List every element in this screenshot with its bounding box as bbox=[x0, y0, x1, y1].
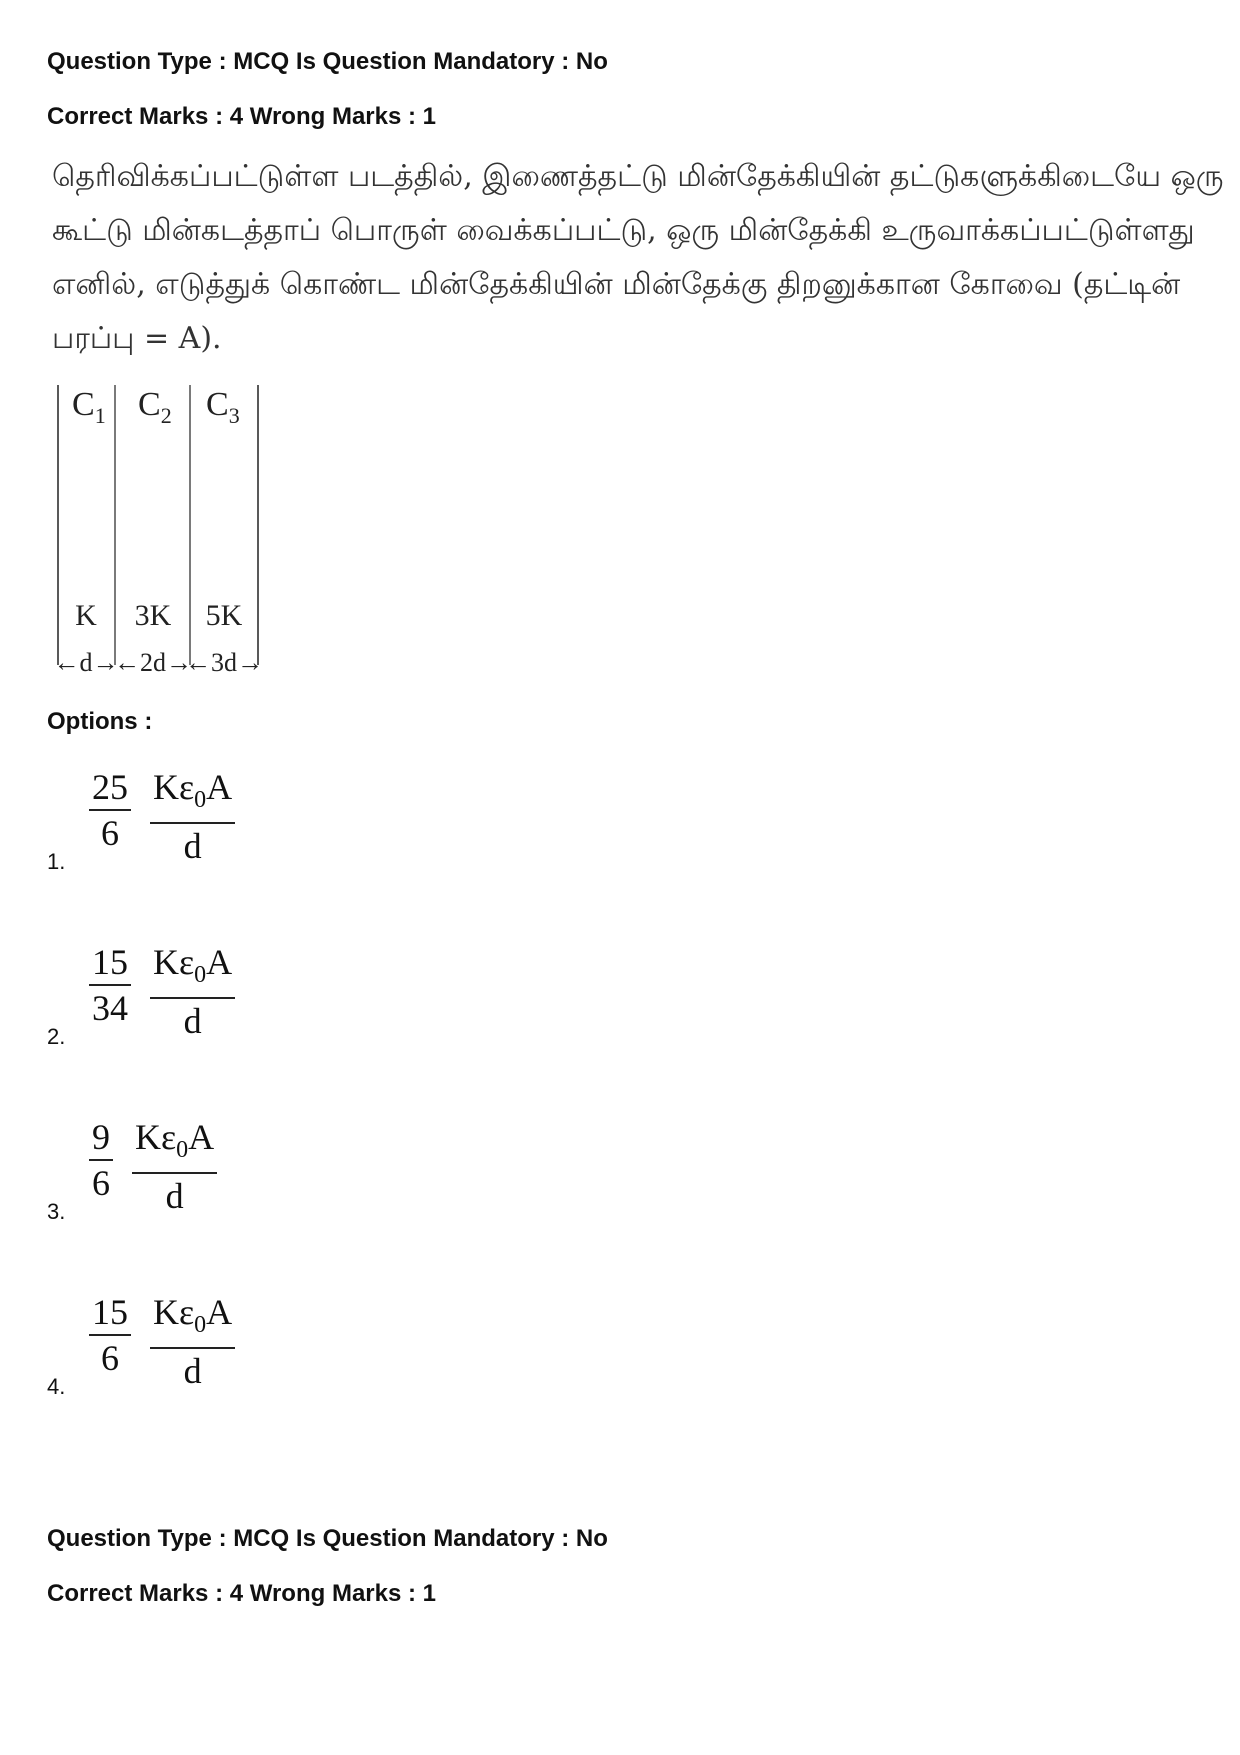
marks-line: Correct Marks : 4 Wrong Marks : 1 bbox=[47, 1580, 437, 1607]
option-3[interactable] bbox=[47, 1115, 347, 1225]
options-label: Options : bbox=[47, 708, 153, 735]
question-type-line: Question Type : MCQ Is Question Mandatory : No bbox=[47, 1525, 608, 1552]
question-text-line: பரப்பு = A). bbox=[52, 321, 222, 356]
expression-fraction: $K\varepsilon_0A$ d bbox=[150, 765, 235, 868]
expression-fraction: $K\varepsilon_0A$ d bbox=[150, 1290, 235, 1393]
option-2[interactable] bbox=[47, 940, 347, 1050]
coefficient-fraction bbox=[89, 765, 131, 855]
option-number: 1. bbox=[47, 849, 66, 874]
coefficient-denominator: 6 bbox=[92, 1163, 110, 1203]
question-text-line: கூட்டு மின்கடத்தாப் பொருள் வைக்கப்பட்டு, ஒரு மின்தேக்கி உருவாக்கப்பட்டுள்ளது bbox=[52, 213, 1195, 248]
expression-denominator: d bbox=[183, 826, 202, 866]
question-text-line: தெரிவிக்கப்பட்டுள்ள படத்தில், இணைத்தட்டு மின்தேக்கியின் தட்டுகளுக்கிடையே ஒரு bbox=[52, 159, 1224, 194]
question-text bbox=[52, 150, 1224, 366]
option-number: 4. bbox=[47, 1374, 66, 1399]
width-d2: ←2d→ bbox=[114, 648, 192, 677]
coefficient-numerator: 15 bbox=[92, 1292, 128, 1332]
expression-denominator: d bbox=[165, 1176, 184, 1216]
constant-k1: K bbox=[75, 599, 97, 632]
coefficient-numerator: 9 bbox=[92, 1117, 110, 1157]
marks-line: Correct Marks : 4 Wrong Marks : 1 bbox=[47, 103, 437, 130]
capacitor-diagram bbox=[50, 385, 270, 685]
constant-k3: 5K bbox=[205, 599, 243, 632]
coefficient-denominator: 34 bbox=[92, 988, 128, 1028]
label-c1: $C_1$ bbox=[72, 386, 106, 428]
option-number: 2. bbox=[47, 1024, 66, 1049]
expression-fraction: $K\varepsilon_0A$ d bbox=[132, 1115, 217, 1218]
coefficient-denominator: 6 bbox=[101, 813, 119, 853]
expression-fraction: $K\varepsilon_0A$ d bbox=[150, 940, 235, 1043]
coefficient-fraction bbox=[89, 1290, 131, 1380]
option-1[interactable] bbox=[47, 765, 347, 875]
option-number: 3. bbox=[47, 1199, 66, 1224]
coefficient-fraction bbox=[89, 1115, 113, 1205]
constant-k2: 3K bbox=[134, 599, 172, 632]
label-c2: $C_2$ bbox=[138, 386, 172, 428]
width-d3: ←3d→ bbox=[185, 648, 263, 677]
expression-denominator: d bbox=[183, 1351, 202, 1391]
expression-denominator: d bbox=[183, 1001, 202, 1041]
option-4[interactable] bbox=[47, 1290, 347, 1400]
width-d1: ←d→ bbox=[53, 648, 119, 677]
coefficient-fraction bbox=[89, 940, 131, 1030]
label-c3: $C_3$ bbox=[206, 386, 240, 428]
coefficient-denominator: 6 bbox=[101, 1338, 119, 1378]
coefficient-numerator: 15 bbox=[92, 942, 128, 982]
question-text-line: எனில், எடுத்துக் கொண்ட மின்தேக்கியின் மின்தேக்கு திறனுக்கான கோவை (தட்டின் bbox=[52, 267, 1181, 302]
coefficient-numerator: 25 bbox=[92, 767, 128, 807]
question-type-line: Question Type : MCQ Is Question Mandatory : No bbox=[47, 48, 608, 75]
